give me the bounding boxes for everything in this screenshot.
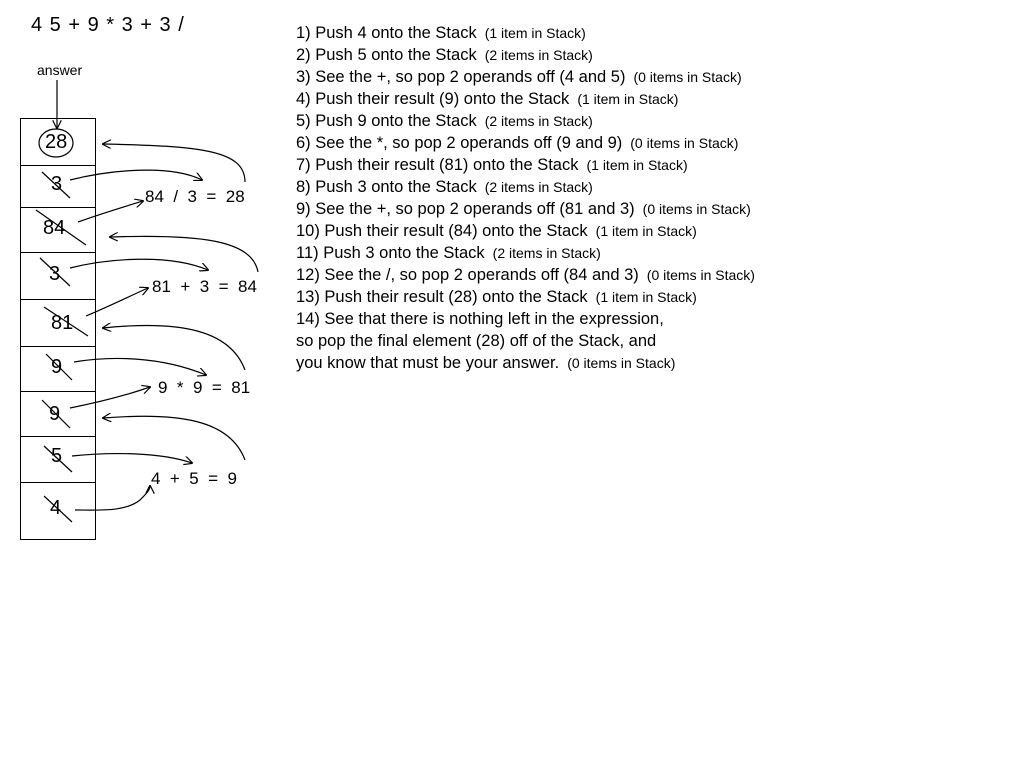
stack-cell: [21, 119, 95, 166]
stack-value: 4: [50, 497, 62, 519]
stack-value: 28: [45, 131, 68, 153]
step-item: 7) Push their result (81) onto the Stack (1 item in Stack): [296, 156, 688, 174]
expression-title: 4 5 + 9 * 3 + 3 /: [31, 14, 185, 36]
stack-value: 5: [51, 445, 63, 467]
stack-cell: [21, 208, 95, 253]
stack-cell: [21, 392, 95, 437]
stack-value: 3: [51, 173, 63, 195]
step-item: 1) Push 4 onto the Stack (1 item in Stack): [296, 24, 586, 42]
step-item: 14) See that there is nothing left in the expression, so pop the final element (28) off of the Stack, and you know that must be your answer. (0 items in Stack): [296, 310, 676, 372]
arrow-result-9: [103, 416, 245, 460]
steps-list: [296, 22, 856, 374]
stack-cell: [21, 483, 95, 539]
equation-add-9: 4 + 5 = 9: [151, 469, 238, 488]
stack-cell: [21, 347, 95, 392]
step-item: 11) Push 3 onto the Stack (2 items in Stack): [296, 244, 601, 262]
stack-value: 9: [51, 356, 63, 378]
step-item: 9) See the +, so pop 2 operands off (81 and 3) (0 items in Stack): [296, 200, 751, 218]
step-item: 8) Push 3 onto the Stack (2 items in Stack): [296, 178, 593, 196]
step-item: 10) Push their result (84) onto the Stack (1 item in Stack): [296, 222, 697, 240]
step-item: 6) See the *, so pop 2 operands off (9 and 9) (0 items in Stack): [296, 134, 739, 152]
equation-add-84: 81 + 3 = 84: [152, 277, 257, 296]
step-item: 4) Push their result (9) onto the Stack (1 item in Stack): [296, 90, 679, 108]
stack-cell: [21, 437, 95, 483]
arrow-result-28: [103, 144, 245, 182]
arrow-result-84: [110, 236, 258, 272]
step-item: 3) See the +, so pop 2 operands off (4 and 5) (0 items in Stack): [296, 68, 742, 86]
stack-cell: [21, 166, 95, 208]
equation-multiply: 9 * 9 = 81: [158, 378, 251, 397]
equation-divide: 84 / 3 = 28: [145, 187, 245, 206]
stack-cell: [21, 300, 95, 347]
stack-value: 81: [51, 312, 74, 334]
answer-label: answer: [37, 62, 83, 78]
stack-diagram: [20, 118, 96, 540]
arrow-result-81: [103, 325, 245, 370]
step-item: 5) Push 9 onto the Stack (2 items in Stack): [296, 112, 593, 130]
step-item: 13) Push their result (28) onto the Stack (1 item in Stack): [296, 288, 697, 306]
step-item: 2) Push 5 onto the Stack (2 items in Stack): [296, 46, 593, 64]
stack-value: 84: [43, 217, 66, 239]
stack-cell: [21, 253, 95, 300]
stack-value: 9: [49, 403, 61, 425]
stack-value: 3: [49, 263, 61, 285]
step-item: 12) See the /, so pop 2 operands off (84 and 3) (0 items in Stack): [296, 266, 755, 284]
